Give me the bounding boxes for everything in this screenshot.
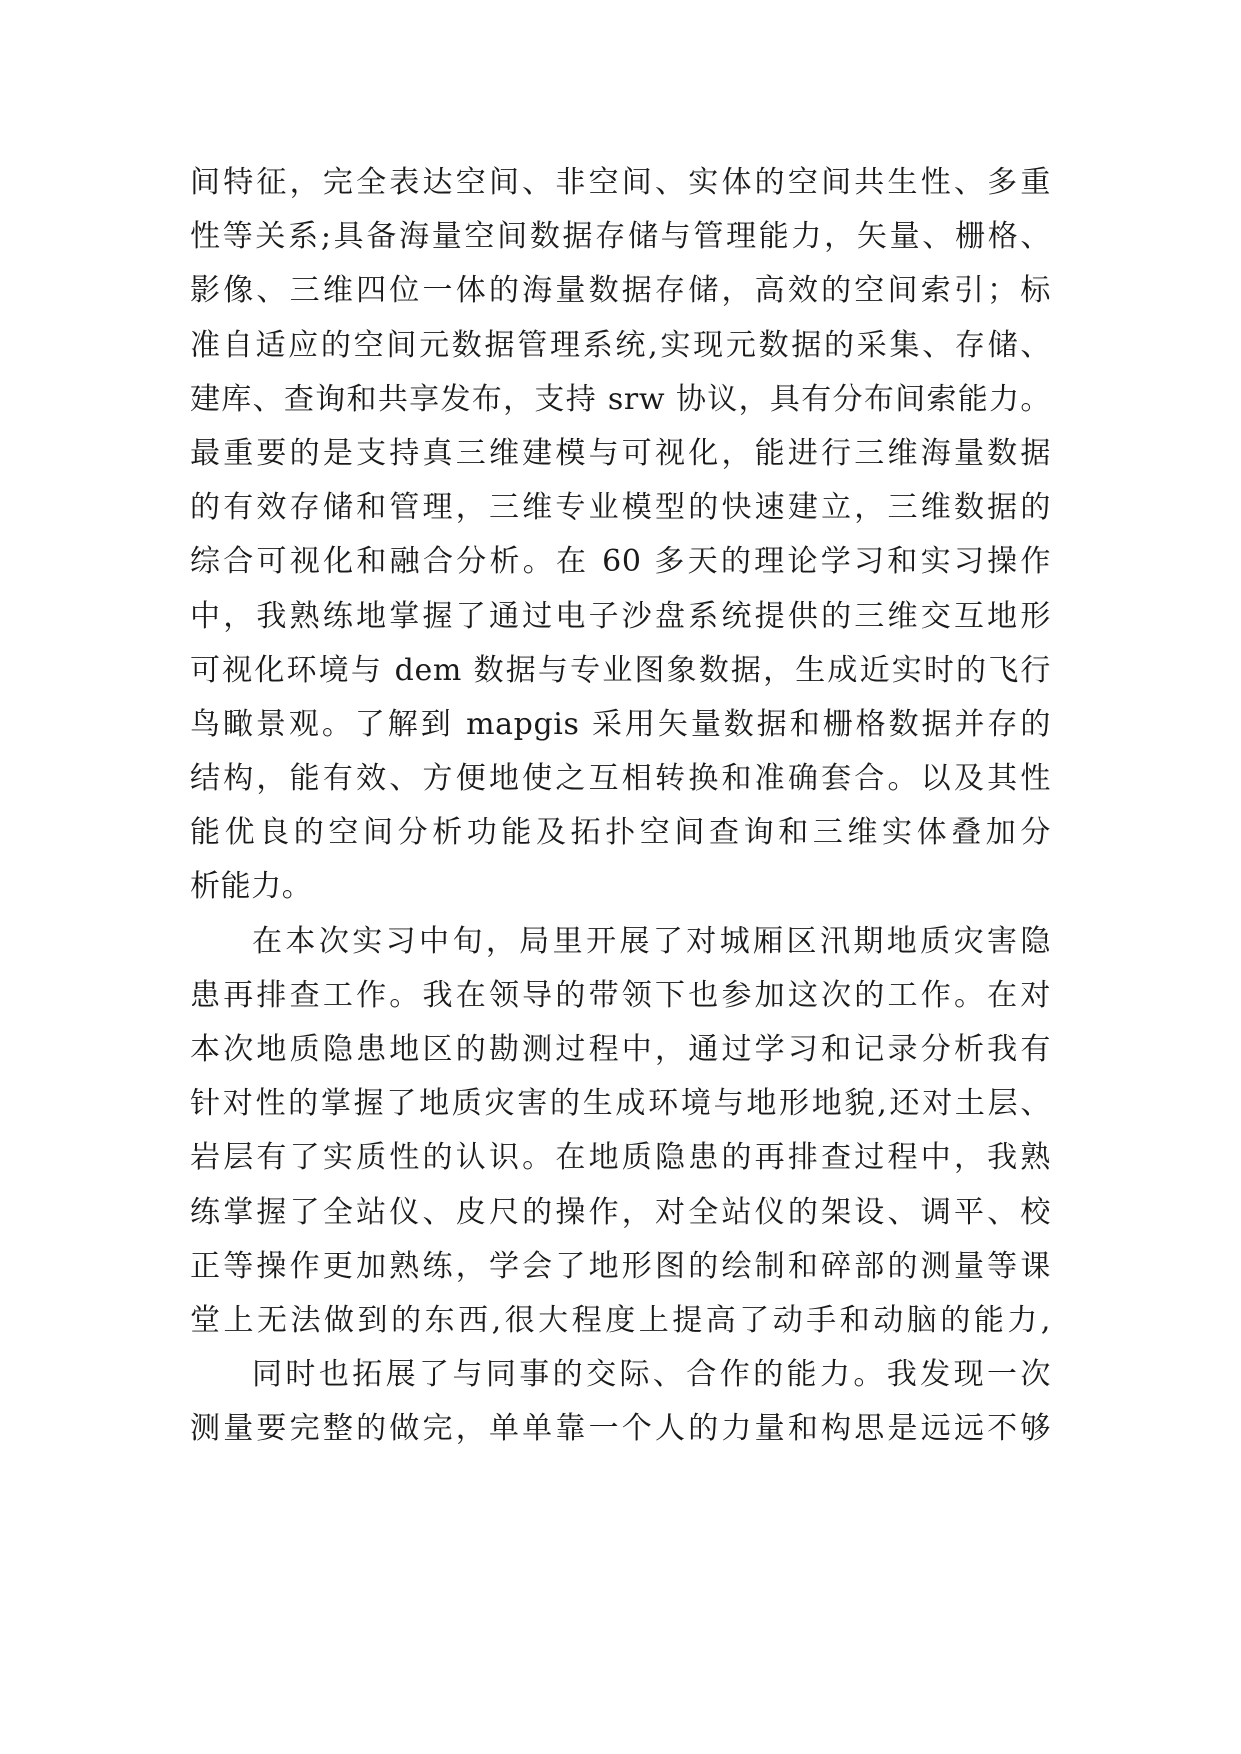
- text-line: 准自适应的空间元数据管理系统,实现元数据的采集、存储、: [190, 327, 1051, 363]
- text-line: 患再排查工作。我在领导的带领下也参加这次的工作。在对: [190, 977, 1051, 1013]
- text-line: 的有效存储和管理，三维专业模型的快速建立，三维数据的: [190, 490, 1051, 526]
- text-line: 结构，能有效、方便地使之互相转换和准确套合。以及其性: [190, 761, 1051, 797]
- text-line: 间特征，完全表达空间、非空间、实体的空间共生性、多重: [190, 165, 1051, 200]
- text-line: 正等操作更加熟练，学会了地形图的绘制和碎部的测量等课: [190, 1248, 1051, 1284]
- text-line: 综合可视化和融合分析。在 60 多天的理论学习和实习操作: [190, 544, 1051, 580]
- text-line: 可视化环境与 dem 数据与专业图象数据，生成近实时的飞行: [190, 652, 1051, 688]
- text-line: 析能力。: [190, 869, 313, 905]
- text-line: 练掌握了全站仪、皮尺的操作，对全站仪的架设、调平、校: [190, 1194, 1051, 1230]
- text-line: 堂上无法做到的东西,很大程度上提高了动手和动脑的能力,: [190, 1302, 1051, 1338]
- text-line: 最重要的是支持真三维建模与可视化，能进行三维海量数据: [190, 435, 1051, 471]
- text-line: 建库、查询和共享发布，支持 srw 协议，具有分布间索能力。: [190, 381, 1051, 417]
- text-line: 同时也拓展了与同事的交际、合作的能力。我发现一次: [252, 1357, 1051, 1393]
- paragraph-2: [190, 915, 1051, 1349]
- paragraph-3: [190, 1348, 1051, 1456]
- text-line: 测量要完整的做完，单单靠一个人的力量和构思是远远不够: [190, 1411, 1051, 1447]
- text-line: 影像、三维四位一体的海量数据存储，高效的空间索引；标: [190, 273, 1051, 309]
- text-line: 在本次实习中旬，局里开展了对城厢区汛期地质灾害隐: [252, 923, 1051, 959]
- text-line: 岩层有了实质性的认识。在地质隐患的再排查过程中，我熟: [190, 1140, 1051, 1176]
- text-line: 针对性的掌握了地质灾害的生成环境与地形地貌,还对土层、: [190, 1086, 1051, 1122]
- text-line: 性等关系;具备海量空间数据存储与管理能力，矢量、栅格、: [190, 219, 1051, 255]
- text-line: 鸟瞰景观。了解到 mapgis 采用矢量数据和栅格数据并存的: [190, 706, 1051, 742]
- text-line: 中，我熟练地掌握了通过电子沙盘系统提供的三维交互地形: [190, 598, 1051, 634]
- document-page: [190, 156, 1051, 1457]
- paragraph-1: [190, 156, 1051, 915]
- text-line: 本次地质隐患地区的勘测过程中，通过学习和记录分析我有: [190, 1032, 1051, 1067]
- text-line: 能优良的空间分析功能及拓扑空间查询和三维实体叠加分: [190, 815, 1051, 851]
